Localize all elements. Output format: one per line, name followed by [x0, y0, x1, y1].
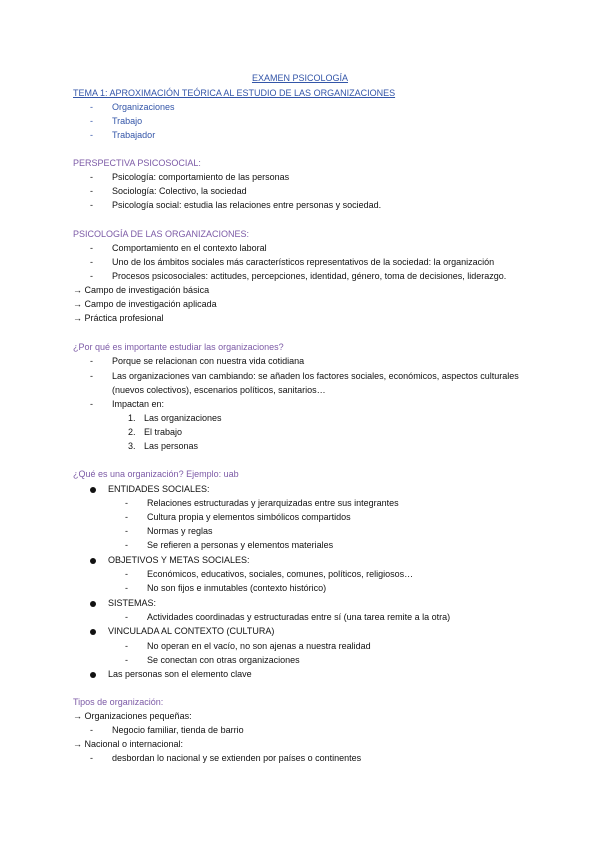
perspectiva-heading: PERSPECTIVA PSICOSOCIAL: [73, 158, 201, 168]
list-item: SISTEMAS: [90, 598, 156, 609]
list-item: - Negocio familiar, tienda de barrio [90, 725, 244, 735]
list-item: - Económicos, educativos, sociales, comunes, políticos, religiosos… [125, 569, 414, 579]
list-item: - No son fijos e inmutables (contexto histórico) [125, 583, 327, 593]
list-item: - No operan en el vacío, no son ajenas a nuestra realidad [125, 641, 371, 651]
list-item: - Uno de los ámbitos sociales más característicos representativos de la sociedad: la organización [90, 257, 495, 267]
tema1-heading: TEMA 1: APROXIMACIÓN TEÓRICA AL ESTUDIO DE LAS ORGANIZACIONES [73, 88, 396, 98]
document-title: EXAMEN PSICOLOGÍA [251, 73, 349, 83]
list-item: - Psicología: comportamiento de las personas [90, 172, 290, 182]
list-item: - Organizaciones [90, 102, 175, 112]
list-item: - Actividades coordinadas y estructuradas entre sí (una tarea remite a la otra) [125, 612, 451, 622]
list-item: OBJETIVOS Y METAS SOCIALES: [90, 555, 250, 566]
list-item: - Se conectan con otras organizaciones [125, 655, 300, 665]
numbered-item: 3. Las personas [128, 441, 199, 451]
list-item: - Cultura propia y elementos simbólicos compartidos [125, 512, 351, 522]
list-item-continuation: (nuevos colectivos), escenarios políticos, sanitarios… [112, 385, 326, 395]
que-es-heading: ¿Qué es una organización? Ejemplo: uab [73, 469, 239, 479]
list-item: - Relaciones estructuradas y jerarquizadas entre sus integrantes [125, 498, 399, 508]
list-item: - Comportamiento en el contexto laboral [90, 243, 267, 253]
list-item: - Se refieren a personas y elementos materiales [125, 540, 334, 550]
arrow-item: → Nacional o internacional: [73, 739, 184, 749]
list-item: - Porque se relacionan con nuestra vida cotidiana [90, 356, 305, 366]
list-item: - Las organizaciones van cambiando: se añaden los factores sociales, económicos, aspectos culturales [90, 371, 519, 381]
list-item: - Impactan en: [90, 399, 165, 409]
numbered-item: 2. El trabajo [128, 427, 183, 437]
psico-org-heading: PSICOLOGÍA DE LAS ORGANIZACIONES: [73, 229, 250, 239]
list-item: - Sociología: Colectivo, la sociedad [90, 186, 247, 196]
list-item: VINCULADA AL CONTEXTO (CULTURA) [90, 626, 274, 637]
list-item: - Trabajo [90, 116, 143, 126]
list-item: - desbordan lo nacional y se extienden por países o continentes [90, 753, 362, 763]
arrow-item: → Práctica profesional [73, 313, 164, 323]
list-item: - Normas y reglas [125, 526, 213, 536]
tipos-heading: Tipos de organización: [73, 697, 164, 707]
list-item: Las personas son el elemento clave [90, 669, 252, 680]
por-que-heading: ¿Por qué es importante estudiar las organizaciones? [73, 342, 284, 352]
arrow-item: → Campo de investigación básica [73, 285, 210, 295]
list-item: - Procesos psicosociales: actitudes, percepciones, identidad, género, toma de decisiones, liderazgo. [90, 271, 507, 281]
list-item: ENTIDADES SOCIALES: [90, 484, 210, 495]
numbered-item: 1. Las organizaciones [128, 413, 222, 423]
arrow-item: → Organizaciones pequeñas: [73, 711, 192, 721]
list-item: - Trabajador [90, 130, 156, 140]
list-item: - Psicología social: estudia las relaciones entre personas y sociedad. [90, 200, 382, 210]
arrow-item: → Campo de investigación aplicada [73, 299, 217, 309]
